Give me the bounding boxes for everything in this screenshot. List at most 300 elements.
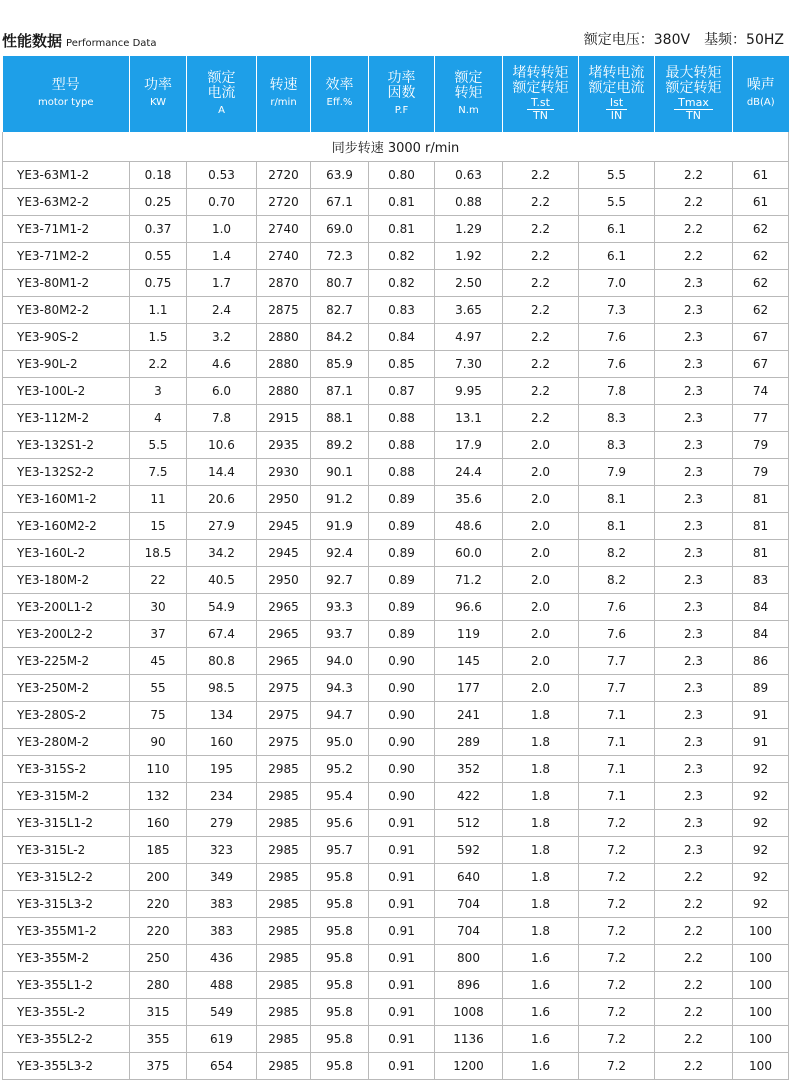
col-model-cell: YE3-132S1-2 [3,432,130,459]
col-noise-cell: 62 [733,270,789,297]
col-locked-torque-ratio-cell: 2.0 [503,594,579,621]
col-model-cell: YE3-71M1-2 [3,216,130,243]
col-locked-torque-ratio-cell: 1.8 [503,783,579,810]
col-speed-cell: 2985 [257,1053,311,1080]
col-torque-cell: 96.6 [435,594,503,621]
col-power-cell: 315 [130,999,187,1026]
col-locked-torque-ratio-cell: 2.2 [503,351,579,378]
col-current-cell: 383 [187,891,257,918]
header-unit: KW [149,97,167,108]
col-noise-cell: 92 [733,783,789,810]
col-power-factor-cell: 0.91 [369,945,435,972]
col-noise-cell: 77 [733,405,789,432]
col-torque-cell: 13.1 [435,405,503,432]
col-model-cell: YE3-280M-2 [3,729,130,756]
col-power-cell: 250 [130,945,187,972]
col-torque-cell: 71.2 [435,567,503,594]
col-model-cell: YE3-80M2-2 [3,297,130,324]
table-row [3,810,789,837]
col-efficiency-header [311,56,369,132]
header-label: 最大转矩 额定转矩 [665,65,722,96]
col-power-factor-cell: 0.88 [369,405,435,432]
col-model-cell: YE3-315S-2 [3,756,130,783]
col-torque-cell: 241 [435,702,503,729]
col-max-torque-ratio-cell: 2.2 [655,1053,733,1080]
col-locked-current-ratio-cell: 5.5 [579,162,655,189]
table-row [3,648,789,675]
col-model-cell: YE3-71M2-2 [3,243,130,270]
col-model-cell: YE3-63M2-2 [3,189,130,216]
col-max-torque-ratio-cell: 2.3 [655,810,733,837]
header-unit: motor type [37,97,94,108]
col-locked-current-ratio-cell: 7.3 [579,297,655,324]
col-power-cell: 2.2 [130,351,187,378]
table-row [3,729,789,756]
col-current-cell: 436 [187,945,257,972]
col-power-factor-cell: 0.80 [369,162,435,189]
col-speed-cell: 2985 [257,972,311,999]
col-torque-cell: 896 [435,972,503,999]
col-current-cell: 0.70 [187,189,257,216]
col-current-cell: 323 [187,837,257,864]
col-torque-cell: 352 [435,756,503,783]
col-speed-cell: 2965 [257,594,311,621]
col-locked-current-ratio-cell: 7.6 [579,324,655,351]
col-current-cell: 549 [187,999,257,1026]
col-power-cell: 75 [130,702,187,729]
col-torque-cell: 704 [435,918,503,945]
col-efficiency-cell: 92.4 [311,540,369,567]
col-efficiency-cell: 95.0 [311,729,369,756]
col-power-cell: 3 [130,378,187,405]
base-frequency: 基频：50HZ [704,32,784,48]
col-power-cell: 0.37 [130,216,187,243]
col-current-cell: 14.4 [187,459,257,486]
col-locked-torque-ratio-cell: 2.0 [503,540,579,567]
col-torque-cell: 289 [435,729,503,756]
col-max-torque-ratio-cell: 2.3 [655,675,733,702]
col-speed-cell: 2985 [257,999,311,1026]
col-efficiency-cell: 95.8 [311,1026,369,1053]
col-power-cell: 5.5 [130,432,187,459]
col-speed-header [257,56,311,132]
col-current-cell: 0.53 [187,162,257,189]
col-max-torque-ratio-cell: 2.3 [655,756,733,783]
col-speed-cell: 2985 [257,756,311,783]
col-model-cell: YE3-200L1-2 [3,594,130,621]
col-current-cell: 654 [187,1053,257,1080]
col-locked-current-ratio-cell: 7.6 [579,621,655,648]
col-torque-cell: 35.6 [435,486,503,513]
table-row [3,918,789,945]
col-noise-cell: 100 [733,1053,789,1080]
col-locked-current-ratio-cell: 8.3 [579,432,655,459]
col-max-torque-ratio-cell: 2.3 [655,729,733,756]
col-model-cell: YE3-160M1-2 [3,486,130,513]
col-locked-torque-ratio-cell: 2.2 [503,162,579,189]
col-locked-current-ratio-cell: 7.6 [579,351,655,378]
header-ratio [674,97,713,122]
col-noise-cell: 91 [733,729,789,756]
col-locked-current-ratio-cell: 8.1 [579,513,655,540]
col-efficiency-cell: 93.7 [311,621,369,648]
col-power-factor-cell: 0.90 [369,783,435,810]
col-speed-cell: 2870 [257,270,311,297]
col-power-cell: 132 [130,783,187,810]
col-max-torque-ratio-cell: 2.3 [655,594,733,621]
col-max-torque-ratio-cell: 2.3 [655,378,733,405]
col-locked-torque-ratio-cell: 2.2 [503,270,579,297]
col-locked-current-ratio-cell: 7.7 [579,648,655,675]
header-label: 型号 [51,77,80,93]
table-row [3,837,789,864]
col-efficiency-cell: 69.0 [311,216,369,243]
col-power-factor-cell: 0.91 [369,837,435,864]
col-locked-current-ratio-cell: 7.2 [579,891,655,918]
col-torque-cell: 3.65 [435,297,503,324]
col-torque-header [435,56,503,132]
col-torque-cell: 704 [435,891,503,918]
synchronous-speed-label: 同步转速 3000 r/min [3,132,789,162]
col-locked-torque-ratio-cell: 1.8 [503,702,579,729]
col-efficiency-cell: 91.2 [311,486,369,513]
col-noise-cell: 92 [733,864,789,891]
table-row [3,945,789,972]
col-power-factor-cell: 0.89 [369,540,435,567]
ratio-denominator: TN [686,109,701,122]
col-speed-cell: 2985 [257,918,311,945]
col-torque-cell: 592 [435,837,503,864]
col-power-cell: 22 [130,567,187,594]
col-torque-cell: 1.29 [435,216,503,243]
col-efficiency-cell: 89.2 [311,432,369,459]
col-max-torque-ratio-cell: 2.3 [655,432,733,459]
col-power-cell: 18.5 [130,540,187,567]
col-noise-cell: 84 [733,621,789,648]
col-model-cell: YE3-90S-2 [3,324,130,351]
col-max-torque-ratio-cell: 2.2 [655,162,733,189]
col-model-cell: YE3-315L2-2 [3,864,130,891]
col-power-cell: 280 [130,972,187,999]
col-noise-cell: 61 [733,162,789,189]
col-power-cell: 90 [130,729,187,756]
col-torque-cell: 9.95 [435,378,503,405]
col-locked-current-ratio-cell: 8.3 [579,405,655,432]
col-locked-torque-ratio-cell: 1.8 [503,729,579,756]
col-efficiency-cell: 94.3 [311,675,369,702]
col-locked-current-ratio-cell: 5.5 [579,189,655,216]
table-row [3,999,789,1026]
col-model-cell: YE3-355L3-2 [3,1053,130,1080]
col-power-factor-cell: 0.91 [369,1053,435,1080]
col-speed-cell: 2950 [257,567,311,594]
col-efficiency-cell: 95.8 [311,1053,369,1080]
col-max-torque-ratio-cell: 2.3 [655,513,733,540]
table-row [3,297,789,324]
col-power-header [130,56,187,132]
header-bar [0,0,790,56]
col-max-torque-ratio-cell: 2.2 [655,243,733,270]
col-model-cell: YE3-180M-2 [3,567,130,594]
col-efficiency-cell: 93.3 [311,594,369,621]
col-power-factor-cell: 0.89 [369,567,435,594]
col-noise-cell: 92 [733,756,789,783]
col-max-torque-ratio-cell: 2.2 [655,918,733,945]
col-torque-cell: 1.92 [435,243,503,270]
col-model-cell: YE3-63M1-2 [3,162,130,189]
col-current-cell: 195 [187,756,257,783]
col-model-cell: YE3-315M-2 [3,783,130,810]
col-efficiency-cell: 72.3 [311,243,369,270]
col-noise-cell: 67 [733,324,789,351]
col-power-cell: 200 [130,864,187,891]
ratio-numerator: Ist [606,97,627,110]
col-efficiency-cell: 95.8 [311,891,369,918]
col-noise-cell: 92 [733,837,789,864]
col-power-cell: 11 [130,486,187,513]
col-locked-torque-ratio-cell: 1.8 [503,756,579,783]
col-efficiency-cell: 95.8 [311,918,369,945]
table-row [3,783,789,810]
table-row [3,972,789,999]
table-header-row [3,56,789,132]
col-efficiency-cell: 95.7 [311,837,369,864]
col-locked-current-ratio-cell: 8.2 [579,540,655,567]
col-model-cell: YE3-315L3-2 [3,891,130,918]
header-unit: dB(A) [746,97,775,108]
col-locked-current-ratio-header [579,56,655,132]
col-locked-torque-ratio-cell: 1.6 [503,945,579,972]
col-power-cell: 30 [130,594,187,621]
col-torque-cell: 1136 [435,1026,503,1053]
col-power-factor-cell: 0.90 [369,756,435,783]
col-max-torque-ratio-cell: 2.2 [655,891,733,918]
col-speed-cell: 2985 [257,783,311,810]
col-current-cell: 27.9 [187,513,257,540]
col-power-factor-cell: 0.84 [369,324,435,351]
col-power-factor-cell: 0.90 [369,648,435,675]
col-locked-torque-ratio-cell: 1.8 [503,864,579,891]
col-locked-torque-ratio-cell: 2.0 [503,648,579,675]
col-power-factor-cell: 0.90 [369,675,435,702]
col-power-factor-cell: 0.90 [369,702,435,729]
col-locked-current-ratio-cell: 7.2 [579,837,655,864]
col-noise-cell: 100 [733,945,789,972]
table-row [3,432,789,459]
col-locked-current-ratio-cell: 6.1 [579,243,655,270]
title-zh: 性能数据 [2,32,63,50]
table-row [3,459,789,486]
col-max-torque-ratio-header [655,56,733,132]
col-noise-cell: 92 [733,891,789,918]
header-label: 转速 [269,77,298,93]
col-locked-torque-ratio-cell: 2.0 [503,567,579,594]
col-power-factor-cell: 0.91 [369,891,435,918]
col-max-torque-ratio-cell: 2.2 [655,864,733,891]
col-model-cell: YE3-132S2-2 [3,459,130,486]
col-efficiency-cell: 95.8 [311,945,369,972]
table-row [3,864,789,891]
col-power-cell: 375 [130,1053,187,1080]
col-torque-cell: 119 [435,621,503,648]
col-current-cell: 1.4 [187,243,257,270]
header-unit: P.F [394,104,409,116]
col-model-cell: YE3-160L-2 [3,540,130,567]
col-speed-cell: 2720 [257,162,311,189]
col-power-cell: 4 [130,405,187,432]
col-locked-torque-ratio-cell: 2.0 [503,621,579,648]
header-label: 堵转电流 额定电流 [588,65,645,96]
table-row [3,891,789,918]
col-power-factor-cell: 0.82 [369,243,435,270]
col-max-torque-ratio-cell: 2.3 [655,540,733,567]
col-power-cell: 110 [130,756,187,783]
col-speed-cell: 2740 [257,243,311,270]
col-model-cell: YE3-200L2-2 [3,621,130,648]
col-speed-cell: 2965 [257,648,311,675]
col-max-torque-ratio-cell: 2.3 [655,459,733,486]
col-speed-cell: 2945 [257,513,311,540]
col-power-cell: 55 [130,675,187,702]
col-power-cell: 0.18 [130,162,187,189]
col-torque-cell: 0.88 [435,189,503,216]
header-label: 功率 因数 [387,69,416,101]
col-current-cell: 6.0 [187,378,257,405]
col-noise-cell: 91 [733,702,789,729]
col-locked-current-ratio-cell: 8.1 [579,486,655,513]
col-speed-cell: 2985 [257,837,311,864]
col-speed-cell: 2985 [257,1026,311,1053]
col-noise-cell: 79 [733,459,789,486]
col-noise-cell: 62 [733,216,789,243]
table-row [3,756,789,783]
col-efficiency-cell: 87.1 [311,378,369,405]
table-row [3,189,789,216]
col-locked-torque-ratio-cell: 2.2 [503,405,579,432]
col-speed-cell: 2985 [257,810,311,837]
col-torque-cell: 60.0 [435,540,503,567]
table-row [3,567,789,594]
ratio-numerator: T.st [527,97,554,110]
col-locked-current-ratio-cell: 7.1 [579,756,655,783]
col-power-cell: 1.5 [130,324,187,351]
col-model-cell: YE3-280S-2 [3,702,130,729]
col-speed-cell: 2965 [257,621,311,648]
col-speed-cell: 2945 [257,540,311,567]
col-power-cell: 1.1 [130,297,187,324]
col-power-factor-cell: 0.91 [369,864,435,891]
col-efficiency-cell: 94.7 [311,702,369,729]
col-power-factor-cell: 0.81 [369,189,435,216]
col-locked-current-ratio-cell: 8.2 [579,567,655,594]
col-max-torque-ratio-cell: 2.3 [655,351,733,378]
col-torque-cell: 145 [435,648,503,675]
col-speed-cell: 2985 [257,945,311,972]
col-current-cell: 349 [187,864,257,891]
rated-specs [584,29,784,49]
col-max-torque-ratio-cell: 2.3 [655,270,733,297]
col-efficiency-cell: 95.8 [311,972,369,999]
col-max-torque-ratio-cell: 2.3 [655,702,733,729]
col-locked-current-ratio-cell: 7.1 [579,702,655,729]
table-row [3,270,789,297]
col-current-header [187,56,257,132]
header-unit: N.m [458,104,479,116]
col-model-cell: YE3-225M-2 [3,648,130,675]
header-unit: A [218,104,225,116]
col-max-torque-ratio-cell: 2.3 [655,783,733,810]
col-power-factor-cell: 0.89 [369,486,435,513]
col-current-cell: 488 [187,972,257,999]
col-current-cell: 3.2 [187,324,257,351]
col-power-factor-cell: 0.89 [369,621,435,648]
col-max-torque-ratio-cell: 2.3 [655,621,733,648]
col-locked-current-ratio-cell: 7.2 [579,972,655,999]
col-power-cell: 0.55 [130,243,187,270]
performance-table [2,56,789,1080]
col-current-cell: 2.4 [187,297,257,324]
col-torque-cell: 1008 [435,999,503,1026]
col-power-factor-header [369,56,435,132]
col-speed-cell: 2880 [257,378,311,405]
header-unit: r/min [270,97,297,108]
table-row [3,216,789,243]
table-row [3,405,789,432]
col-locked-torque-ratio-cell: 2.2 [503,324,579,351]
col-torque-cell: 800 [435,945,503,972]
col-noise-cell: 81 [733,486,789,513]
col-noise-cell: 81 [733,513,789,540]
col-power-cell: 0.25 [130,189,187,216]
col-power-cell: 355 [130,1026,187,1053]
col-speed-cell: 2880 [257,351,311,378]
col-torque-cell: 640 [435,864,503,891]
col-noise-cell: 89 [733,675,789,702]
col-current-cell: 10.6 [187,432,257,459]
col-locked-current-ratio-cell: 7.2 [579,999,655,1026]
table-row [3,378,789,405]
table-row [3,702,789,729]
col-power-factor-cell: 0.89 [369,594,435,621]
table-row [3,324,789,351]
col-max-torque-ratio-cell: 2.2 [655,945,733,972]
col-model-cell: YE3-315L-2 [3,837,130,864]
col-power-cell: 220 [130,918,187,945]
col-locked-torque-ratio-cell: 1.8 [503,810,579,837]
col-locked-torque-ratio-cell: 2.2 [503,189,579,216]
table-row [3,675,789,702]
col-efficiency-cell: 95.2 [311,756,369,783]
col-locked-current-ratio-cell: 7.1 [579,783,655,810]
col-locked-current-ratio-cell: 7.6 [579,594,655,621]
col-current-cell: 383 [187,918,257,945]
col-locked-torque-ratio-cell: 1.6 [503,999,579,1026]
col-model-cell: YE3-315L1-2 [3,810,130,837]
col-efficiency-cell: 80.7 [311,270,369,297]
col-current-cell: 67.4 [187,621,257,648]
table-row [3,351,789,378]
col-efficiency-cell: 88.1 [311,405,369,432]
col-locked-torque-ratio-cell: 2.2 [503,216,579,243]
col-noise-cell: 83 [733,567,789,594]
col-current-cell: 160 [187,729,257,756]
col-efficiency-cell: 82.7 [311,297,369,324]
header-ratio [527,97,554,122]
col-locked-torque-ratio-cell: 1.6 [503,1053,579,1080]
col-locked-torque-ratio-cell: 2.0 [503,675,579,702]
col-locked-torque-ratio-cell: 1.6 [503,972,579,999]
col-current-cell: 1.0 [187,216,257,243]
